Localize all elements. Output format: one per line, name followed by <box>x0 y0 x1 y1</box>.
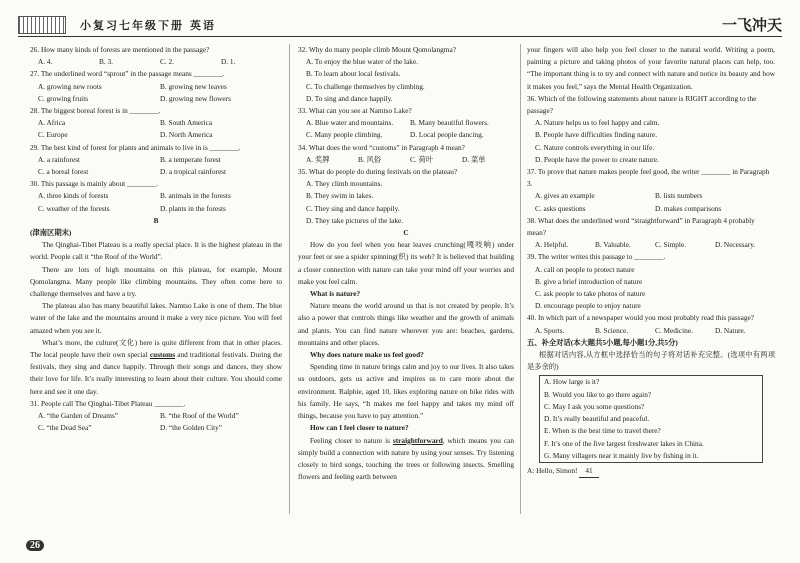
option: D. “the Golden City” <box>160 423 223 433</box>
option: A. Nature helps us to feel happy and calm. <box>535 118 660 128</box>
column-divider <box>289 44 290 514</box>
option: D. encourage people to enjoy nature <box>535 301 641 311</box>
section-title: 五、补全对话(本大题共5小题,每小题1分,共5分) <box>527 337 678 347</box>
option: B. “the Roof of the World” <box>160 411 239 421</box>
options-row <box>30 422 282 434</box>
option: B. 风俗 <box>358 154 382 164</box>
options-row <box>527 190 775 202</box>
option: D. plants in the forests <box>160 203 226 213</box>
option: B. give a brief introduction of nature <box>535 276 643 286</box>
option: C. They sing and dance happily. <box>306 203 400 213</box>
question-stem: 36. Which of the following statements about nature is RIGHT according to the passage? <box>527 93 757 116</box>
option: D. They take pictures of the lake. <box>306 215 404 225</box>
option: D. To sing and dance happily. <box>306 93 393 103</box>
option: D. North America <box>160 130 213 140</box>
options-row <box>298 129 514 141</box>
paragraph <box>30 337 282 398</box>
option: A. “the Garden of Dreams” <box>38 411 119 421</box>
box-option: A. How large is it? <box>544 377 600 387</box>
box-option: D. It’s really beautiful and peaceful. <box>544 414 650 424</box>
option: D. growing new flowers <box>160 93 231 103</box>
option: B. To learn about local festivals. <box>306 69 401 79</box>
options-row <box>527 325 775 337</box>
underlined-word: customs <box>149 350 176 360</box>
option: B. People have difficulties finding nature. <box>535 130 658 140</box>
header-title: 小复习七年级下册 英语 <box>80 19 216 32</box>
box-option: G. Many villagers near it mainly live by fishing in it. <box>544 450 699 460</box>
page-header <box>18 14 782 36</box>
option: D. Local people dancing. <box>410 130 484 140</box>
subheading: How can I feel closer to nature? <box>310 423 409 433</box>
option: C. growing fruits <box>38 93 89 103</box>
column-left <box>30 44 282 435</box>
question-stem: 30. This passage is mainly about ________. <box>30 179 158 189</box>
dialog-line <box>527 465 775 478</box>
section-heading: C <box>403 228 409 238</box>
option: C. 2. <box>160 57 174 67</box>
option: C. To challenge themselves by climbing. <box>306 81 425 91</box>
options-row <box>30 203 282 215</box>
option: A. 奖牌 <box>306 154 330 164</box>
options-row <box>30 190 282 202</box>
option: C. asks questions <box>535 203 586 213</box>
paragraph: your fingers will also help you feel closer to the natural world. Writing a poem, painting a picture and taking photos of your favorite natural places can help, too. “The important thing is to try and connect with nature and notice its beauty and how it makes you feel,” says the Mental Health Organization. <box>527 45 775 91</box>
options-row <box>298 117 514 129</box>
paragraph: Nature means the world around us that is not created by people. It’s also a power that controls things like weather and the growth of animals and plants. You can find nature wherever you are: beaches, gardens, mountains and other places. <box>298 301 514 347</box>
option: A. gives an example <box>535 191 595 201</box>
option: D. makes comparisons <box>655 203 722 213</box>
header-rule <box>18 36 782 37</box>
question-stem: 27. The underlined word “sprout” in the passage means ________. <box>30 69 225 79</box>
section-heading: B <box>153 215 159 225</box>
options-row <box>30 117 282 129</box>
option: C. Many people climbing. <box>306 130 383 140</box>
question-stem: 40. In which part of a newspaper would you most probably read this passage? <box>527 313 754 323</box>
option: B. They swim in lakes. <box>306 191 374 201</box>
subheading: What is nature? <box>310 289 361 299</box>
paragraph: There are lots of high mountains on this plateau, for example, Mount Qomolangma. Many people like climbing mountains. They often come here to challenge themselves and have a try. <box>30 264 282 299</box>
option: C. Simple. <box>655 240 687 250</box>
option: A. Africa <box>38 118 66 128</box>
option: B. growing new leaves <box>160 81 227 91</box>
brand-logo: 一飞冲天 <box>721 16 782 34</box>
paragraph-text: and traditional festivals. During the festivals, they sing and dance happily. Through their songs and dances, they show their love for life. It’s really interesting to learn about their culture. You should come here and see it one day. <box>30 350 283 396</box>
column-right <box>527 44 775 478</box>
option: B. Many beautiful flowers. <box>410 118 489 128</box>
options-row <box>30 56 282 68</box>
question-stem: 26. How many kinds of forests are mentioned in the passage? <box>30 45 210 54</box>
option: C. “the Dead Sea” <box>38 423 92 433</box>
option: D. People have the power to create nature. <box>535 154 659 164</box>
option: B. lists numbers <box>655 191 703 201</box>
option: A. Blue water and mountains. <box>306 118 394 128</box>
question-stem: 29. The best kind of forest for plants and animals to live in is ________. <box>30 142 241 152</box>
question-stem: 33. What can you see at Namtso Lake? <box>298 106 412 116</box>
question-stem: 39. The writer writes this passage to ________. <box>527 252 666 262</box>
paragraph: The Qinghai-Tibet Plateau is a really special place. It is the highest plateau in the world. People call it “the Roof of the World”. <box>30 240 282 262</box>
question-stem: 37. To prove that nature makes people feel good, the writer ________ in Paragraph 3. <box>527 167 770 189</box>
option: B. South America <box>160 118 213 128</box>
box-option: B. Would you like to go there again? <box>544 389 652 399</box>
paragraph: Spending time in nature brings calm and joy to our lives. It also takes us outdoors, gets us active and inspires us to care more about the environment. Ralphie, aged 10, likes exploring nature on bike rides with his family. He says, “It makes me feel happy and takes my mind off things, because you have to pay attention.” <box>298 362 514 421</box>
option: C. 荷叶 <box>410 154 434 164</box>
paragraph: The plateau also has many beautiful lakes. Namtso Lake is one of them. The blue water of the lake and the mountains around it make a very nice picture. You will feel amazed when you see it. <box>30 301 282 335</box>
box-option: F. It’s one of the five largest freshwater lakes in China. <box>544 438 704 448</box>
option: C. Europe <box>38 130 68 140</box>
question-stem: 38. What does the underlined word “straightforward” in Paragraph 4 probably mean? <box>527 215 755 238</box>
option: A. three kinds of forests <box>38 191 109 201</box>
header-barcode-icon <box>18 16 66 34</box>
options-row <box>298 154 514 166</box>
paragraph-text: Feeling closer to nature is <box>310 435 393 445</box>
option: C. Medicine. <box>655 325 693 335</box>
option: C. weather of the forests <box>38 203 110 213</box>
question-stem: 35. What do people do during festivals on the plateau? <box>298 167 458 177</box>
options-row <box>527 239 775 251</box>
section-instructions: 根据对话内容,从方框中选择恰当的句子将对话补充完整。(选项中有两项是多余的) <box>527 350 775 372</box>
options-row <box>30 166 282 178</box>
question-stem: 34. What does the word “customs” in Paragraph 4 mean? <box>298 142 465 152</box>
paragraph-text: , which means you can simply build a connection with nature by using your senses. Try listening closely to bird songs, touching the trees or following insects. Smelling flowers and feeling earth between <box>298 435 514 482</box>
option: D. Nature. <box>715 325 746 335</box>
question-stem: 32. Why do many people climb Mount Qomolangma? <box>298 45 456 54</box>
option: B. Science. <box>595 325 629 335</box>
underlined-word: straightforward <box>392 435 443 445</box>
option: D. 1. <box>221 57 236 67</box>
question-stem: 31. People call The Qinghai-Tibet Plateau ________. <box>30 398 186 408</box>
box-option: C. May I ask you some questions? <box>544 401 645 411</box>
option: A. Sports. <box>535 325 565 335</box>
option: B. 3. <box>99 57 113 67</box>
options-row <box>30 410 282 422</box>
question-stem: 28. The biggest boreal forest is in ________. <box>30 106 161 116</box>
option: B. animals in the forests <box>160 191 231 201</box>
options-box <box>539 375 763 462</box>
option: C. Nature controls everything in our life. <box>535 142 655 152</box>
option: B. Valuable. <box>595 240 631 250</box>
column-divider <box>520 44 521 514</box>
paragraph: How do you feel when you hear leaves crunching(嘎吱响) under your feet or see a spider spinning(织) its web? It is believed that building a closer connection with nature can take your mind off your worries and make you feel calm. <box>298 240 514 286</box>
options-row <box>527 203 775 215</box>
page-number: 26 <box>26 540 44 551</box>
option: D. 菜单 <box>462 154 486 164</box>
answer-blank[interactable]: 41 <box>579 465 598 478</box>
option: A. call on people to protect nature <box>535 264 635 274</box>
option: C. a boreal forest <box>38 167 89 177</box>
option: A. Helpful. <box>535 240 569 250</box>
column-middle <box>298 44 514 483</box>
option: A. a rainforest <box>38 154 80 164</box>
option: D. Necessary. <box>715 240 756 250</box>
option: A. To enjoy the blue water of the lake. <box>306 57 419 67</box>
options-row <box>30 93 282 105</box>
option: A. 4. <box>38 57 53 67</box>
dialog-speaker-line: A: Hello, Simon! <box>527 465 578 475</box>
options-row <box>30 154 282 166</box>
paragraph <box>298 435 514 484</box>
option: B. a temperate forest <box>160 154 221 164</box>
paragraph-text: What’s more, the culture(文化) here is quite different from that in other places. The local people have their own special <box>30 337 282 360</box>
option: D. a tropical rainforest <box>160 167 227 177</box>
option: C. ask people to take photos of nature <box>535 289 646 299</box>
options-row <box>30 129 282 141</box>
box-option: E. When is the best time to travel there? <box>544 426 661 436</box>
option: A. They climb mountains. <box>306 179 383 189</box>
source-tag: (津南区期末) <box>30 228 72 238</box>
options-row <box>30 81 282 93</box>
option: A. growing new roots <box>38 81 102 91</box>
subheading: Why does nature make us feel good? <box>310 350 424 360</box>
